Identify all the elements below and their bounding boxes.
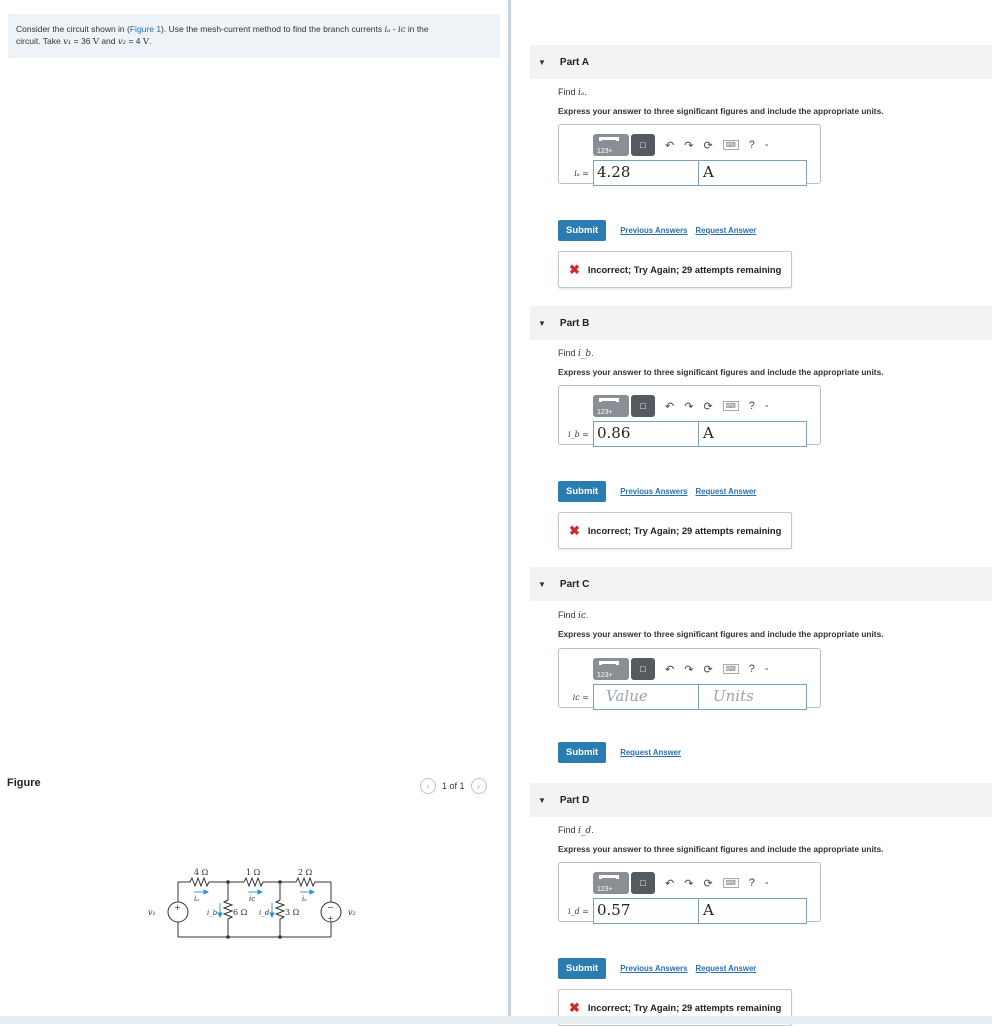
var-ic: iᴄ bbox=[398, 25, 406, 35]
find-text: Find bbox=[558, 348, 579, 358]
part-a-instructions: Express your answer to three significant figures and include the appropriate units. bbox=[558, 106, 884, 116]
symbols-icon[interactable]: □ bbox=[631, 658, 655, 680]
collapse-triangle-icon[interactable]: ▼ bbox=[538, 795, 546, 805]
answer-row bbox=[565, 684, 807, 710]
answer-label bbox=[565, 693, 593, 702]
units-input[interactable]: A bbox=[699, 898, 807, 924]
part-d-find bbox=[558, 825, 594, 836]
problem-text: in the bbox=[405, 24, 429, 34]
templates-icon[interactable] bbox=[593, 658, 629, 680]
find-text: Find bbox=[558, 825, 579, 835]
problem-text: circuit. Take bbox=[16, 36, 64, 47]
label-ie: iₑ bbox=[302, 895, 307, 903]
keyboard-icon[interactable]: ⌨ bbox=[723, 664, 739, 674]
templates-label: 123+ bbox=[597, 148, 613, 155]
submit-button[interactable]: Submit bbox=[558, 220, 606, 241]
problem-text: Consider the circuit shown in ( bbox=[16, 24, 130, 34]
help-icon[interactable]: ? bbox=[748, 663, 755, 675]
reset-icon[interactable]: ⟳ bbox=[703, 400, 713, 413]
reset-icon[interactable]: ⟳ bbox=[703, 663, 713, 676]
part-d-actions bbox=[558, 958, 756, 979]
find-text: Find bbox=[558, 87, 579, 97]
find-var: i_d bbox=[578, 826, 592, 836]
var-ia: iₐ bbox=[384, 25, 391, 35]
feedback-text: Incorrect; Try Again; 29 attempts remaining bbox=[587, 264, 782, 275]
templates-icon[interactable] bbox=[593, 872, 629, 894]
keyboard-icon[interactable]: ⌨ bbox=[723, 140, 739, 150]
answer-row bbox=[565, 160, 807, 186]
units-input[interactable]: A bbox=[699, 421, 807, 447]
part-c-header[interactable] bbox=[530, 567, 992, 601]
templates-label: 123+ bbox=[597, 886, 613, 893]
part-b-instructions: Express your answer to three significant figures and include the appropriate units. bbox=[558, 367, 884, 377]
figure-heading: Figure bbox=[7, 777, 41, 789]
part-b-actions bbox=[558, 481, 756, 502]
label-ic: iᴄ bbox=[249, 895, 256, 903]
problem-text: . bbox=[149, 36, 152, 47]
panel-divider[interactable] bbox=[508, 0, 511, 1024]
reset-icon[interactable]: ⟳ bbox=[703, 139, 713, 152]
part-title: Part A bbox=[559, 56, 590, 68]
label-v1: v₁ bbox=[148, 908, 156, 917]
error-x-icon: ✖ bbox=[569, 522, 580, 538]
submit-button[interactable]: Submit bbox=[558, 958, 606, 979]
label-ib: i_b bbox=[207, 909, 218, 917]
part-c-actions bbox=[558, 742, 681, 763]
problem-text: and bbox=[98, 36, 118, 47]
error-x-icon: ✖ bbox=[569, 999, 580, 1015]
part-c-find bbox=[558, 610, 588, 621]
request-answer-link[interactable]: Request Answer bbox=[620, 748, 682, 757]
part-a-answer-box bbox=[558, 124, 821, 184]
plus-sign: + bbox=[174, 903, 181, 912]
var-v1: v₁ bbox=[63, 37, 72, 48]
value-input[interactable]: 0.57 bbox=[593, 898, 699, 924]
part-b-header[interactable] bbox=[530, 306, 992, 340]
find-text: . bbox=[584, 87, 587, 97]
label-v2: v₂ bbox=[348, 908, 356, 917]
reset-icon[interactable]: ⟳ bbox=[703, 877, 713, 890]
find-text: . bbox=[591, 825, 594, 835]
redo-icon[interactable]: ↷ bbox=[684, 400, 694, 413]
templates-icon[interactable] bbox=[593, 395, 629, 417]
units-input[interactable] bbox=[699, 684, 807, 710]
plus-sign: + bbox=[327, 914, 334, 923]
collapse-triangle-icon[interactable]: ▼ bbox=[538, 57, 546, 67]
value-input[interactable] bbox=[593, 684, 699, 710]
units-placeholder: Units bbox=[713, 687, 754, 705]
find-text: . bbox=[585, 610, 589, 620]
feedback-text: Incorrect; Try Again; 29 attempts remaining bbox=[587, 1002, 782, 1013]
collapse-triangle-icon[interactable]: ▼ bbox=[538, 579, 546, 589]
part-a-feedback bbox=[558, 251, 792, 288]
undo-icon[interactable]: ↶ bbox=[665, 139, 675, 152]
figure-link[interactable]: Figure 1 bbox=[129, 24, 162, 34]
bottom-scrollbar[interactable] bbox=[0, 1016, 992, 1024]
answer-label-text: iₐ = bbox=[574, 168, 589, 178]
feedback-text: Incorrect; Try Again; 29 attempts remaining bbox=[587, 525, 782, 536]
templates-label: 123+ bbox=[597, 409, 613, 416]
part-b-answer-box bbox=[558, 385, 821, 445]
value-input[interactable]: 0.86 bbox=[593, 421, 699, 447]
value-input[interactable]: 4.28 bbox=[593, 160, 699, 186]
chevron-right-icon[interactable]: › bbox=[471, 778, 487, 794]
undo-icon[interactable]: ↶ bbox=[665, 663, 675, 676]
previous-answers-link[interactable]: Previous Answers bbox=[620, 964, 688, 973]
undo-icon[interactable]: ↶ bbox=[665, 877, 675, 890]
previous-answers-link[interactable]: Previous Answers bbox=[620, 487, 688, 496]
find-var: i_b bbox=[578, 349, 592, 359]
problem-text: - bbox=[390, 24, 398, 34]
problem-statement bbox=[8, 14, 500, 58]
minus-sign: − bbox=[327, 903, 334, 912]
answer-row bbox=[565, 898, 807, 924]
collapse-triangle-icon[interactable]: ▼ bbox=[538, 318, 546, 328]
part-d-header[interactable] bbox=[530, 783, 992, 817]
request-answer-link[interactable]: Request Answer bbox=[695, 964, 757, 973]
templates-icon[interactable] bbox=[593, 134, 629, 156]
answer-label bbox=[565, 169, 593, 178]
answer-row bbox=[565, 421, 807, 447]
symbols-icon[interactable]: □ bbox=[631, 872, 655, 894]
figure-pager bbox=[420, 778, 487, 794]
circuit-diagram bbox=[136, 855, 376, 960]
find-text: . bbox=[591, 348, 594, 358]
part-a-header[interactable] bbox=[530, 45, 992, 79]
math-toolbar bbox=[593, 658, 769, 680]
find-var: iₐ bbox=[578, 88, 585, 98]
toolbar-dash: - bbox=[764, 400, 769, 412]
label-3ohm: 3 Ω bbox=[285, 908, 300, 917]
answer-label bbox=[565, 430, 593, 439]
part-d-answer-box bbox=[558, 862, 821, 922]
problem-text: ). Use the mesh-current method to find the branch currents bbox=[161, 24, 385, 34]
part-a-find bbox=[558, 87, 587, 98]
answer-label bbox=[565, 907, 593, 916]
label-ia: iₐ bbox=[194, 895, 199, 903]
redo-icon[interactable]: ↷ bbox=[684, 139, 694, 152]
label-4ohm: 4 Ω bbox=[194, 868, 209, 877]
toolbar-dash: - bbox=[764, 139, 769, 151]
redo-icon[interactable]: ↷ bbox=[684, 663, 694, 676]
find-var: iᴄ bbox=[578, 611, 586, 621]
math-toolbar bbox=[593, 395, 769, 417]
chevron-left-icon[interactable]: ‹ bbox=[420, 778, 436, 794]
keyboard-icon[interactable]: ⌨ bbox=[723, 878, 739, 888]
find-text: Find bbox=[558, 610, 579, 620]
answer-label-text: i_b = bbox=[568, 429, 589, 439]
pager-text: 1 of 1 bbox=[442, 781, 465, 791]
v1-value: = 36 bbox=[71, 36, 93, 47]
redo-icon[interactable]: ↷ bbox=[684, 877, 694, 890]
answer-label-text: iᴄ = bbox=[572, 692, 589, 702]
part-title: Part C bbox=[559, 578, 590, 590]
value-placeholder: Value bbox=[606, 687, 648, 705]
units-input[interactable]: A bbox=[699, 160, 807, 186]
help-icon[interactable]: ? bbox=[748, 400, 755, 412]
part-b-feedback bbox=[558, 512, 792, 549]
previous-answers-link[interactable]: Previous Answers bbox=[620, 226, 688, 235]
keyboard-icon[interactable]: ⌨ bbox=[723, 401, 739, 411]
help-icon[interactable]: ? bbox=[748, 877, 755, 889]
part-title: Part D bbox=[559, 794, 590, 806]
var-v2: v₂ bbox=[117, 37, 127, 48]
undo-icon[interactable]: ↶ bbox=[665, 400, 675, 413]
part-title: Part B bbox=[559, 317, 590, 329]
math-toolbar bbox=[593, 872, 769, 894]
part-b-find bbox=[558, 348, 594, 359]
submit-button[interactable]: Submit bbox=[558, 481, 606, 502]
toolbar-dash: - bbox=[764, 663, 769, 675]
v2-value: = 4 bbox=[126, 36, 143, 47]
error-x-icon: ✖ bbox=[569, 261, 580, 277]
label-6ohm: 6 Ω bbox=[233, 908, 248, 917]
label-1ohm: 1 Ω bbox=[246, 868, 261, 877]
math-toolbar bbox=[593, 134, 769, 156]
part-c-instructions: Express your answer to three significant figures and include the appropriate units. bbox=[558, 629, 884, 639]
part-c-answer-box bbox=[558, 648, 821, 708]
request-answer-link[interactable]: Request Answer bbox=[695, 487, 757, 496]
request-answer-link[interactable]: Request Answer bbox=[695, 226, 757, 235]
symbols-icon[interactable]: □ bbox=[631, 395, 655, 417]
submit-button[interactable]: Submit bbox=[558, 742, 606, 763]
toolbar-dash: - bbox=[764, 877, 769, 889]
part-a-actions bbox=[558, 220, 756, 241]
part-d-instructions: Express your answer to three significant figures and include the appropriate units. bbox=[558, 844, 884, 854]
v2-unit: V bbox=[142, 37, 150, 48]
parts-panel bbox=[530, 0, 992, 1024]
label-id: i_d bbox=[259, 909, 270, 917]
label-2ohm: 2 Ω bbox=[298, 868, 313, 877]
help-icon[interactable]: ? bbox=[748, 139, 755, 151]
v1-unit: V bbox=[92, 37, 99, 48]
symbols-icon[interactable]: □ bbox=[631, 134, 655, 156]
templates-label: 123+ bbox=[597, 672, 613, 679]
answer-label-text: i_d = bbox=[568, 906, 589, 916]
